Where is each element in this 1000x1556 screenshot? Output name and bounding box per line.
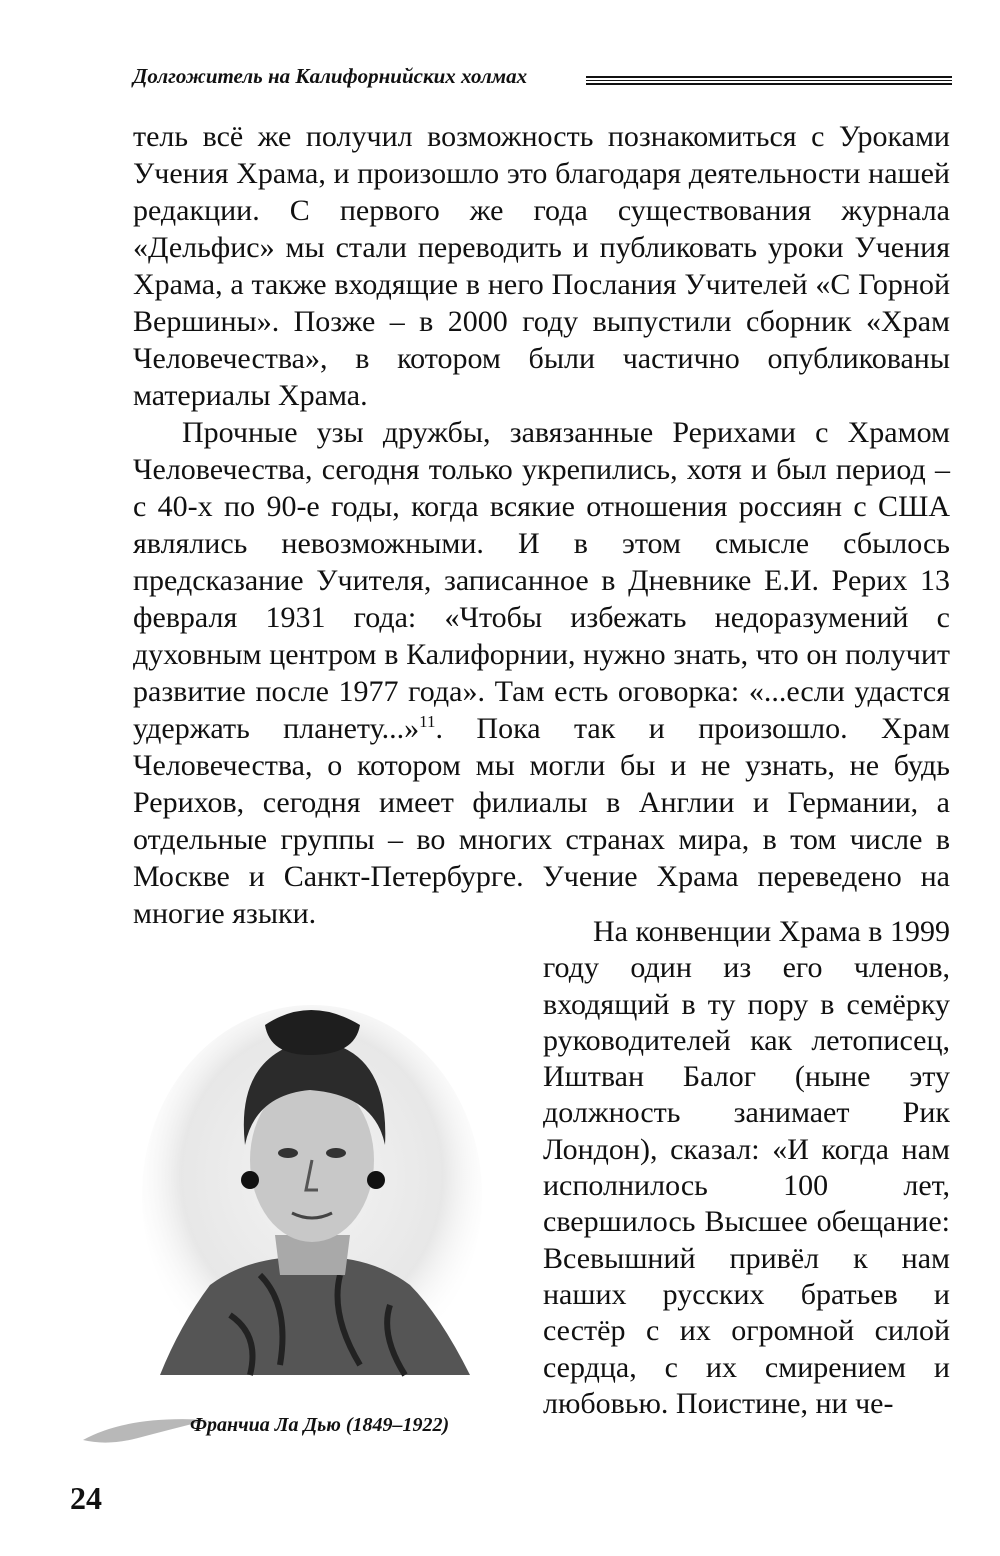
portrait-photo xyxy=(140,985,485,1380)
footnote-reference: 11 xyxy=(419,712,436,731)
paragraph-2-part-a: Прочные узы дружбы, завязанные Рерихами с Храмом Человечества, сегодня только укрепились, хотя и был период – с 40-х по 90-е годы, когда всякие отношения россиян с США являлись невозможными. И в этом смысле сбылось предсказание Учителя, записанное в Дневнике Е.И. Рерих 13 февраля 1931 года: «Чтобы избежать недоразумений с духовным центром в Калифорнии, нужно знать, что он получит развитие после 1977 года». Там есть оговорка: «...если удастся удержать планету...» xyxy=(133,416,950,745)
paragraph-1: тель всё же получил возможность познакомиться с Уроками Учения Храма, и произошло это благодаря деятельности нашей редакции. С первого же года существования журнала «Дельфис» мы стали переводить и публиковать уроки Учения Храма, а также входящие в него Послания Учителей «С Горной Вершины». Позже – в 2000 году выпустили сборник «Храм Человечества», в котором были частично опубликованы материалы Храма. xyxy=(133,120,950,412)
paragraph-2 xyxy=(133,414,950,932)
paragraph-2-part-b: . Пока так и произошло. Храм Человечества, о котором мы могли бы и не узнать, не будь Рерихов, сегодня имеет филиалы в Англии и Германии, а отдельные группы – во многих странах мира, в том числе в Москве и Санкт-Петербурге. Учение Храма переведено на многие языки. xyxy=(133,712,951,930)
side-column-text xyxy=(543,914,950,1422)
figure-caption: Франчиа Ла Дью (1849–1922) xyxy=(190,1414,450,1436)
running-header-title: Долгожитель на Калифорнийских холмах xyxy=(133,64,528,88)
page-number: 24 xyxy=(70,1480,102,1516)
main-text xyxy=(133,118,950,932)
paragraph-3: На конвенции Храма в 1999 году один из его членов, входящий в ту пору в семёрку руководителей как летописец, Иштван Балог (ныне эту должность занимает Рик Лондон), сказал: «И когда нам исполнилось 100 лет, свершилось Высшее обещание: Всевышний привёл к нам наших русских братьев и сестёр с их огромной силой сердца, с их смирением и любовью. Поистине, ни че- xyxy=(543,915,950,1420)
header-rule xyxy=(586,76,952,85)
